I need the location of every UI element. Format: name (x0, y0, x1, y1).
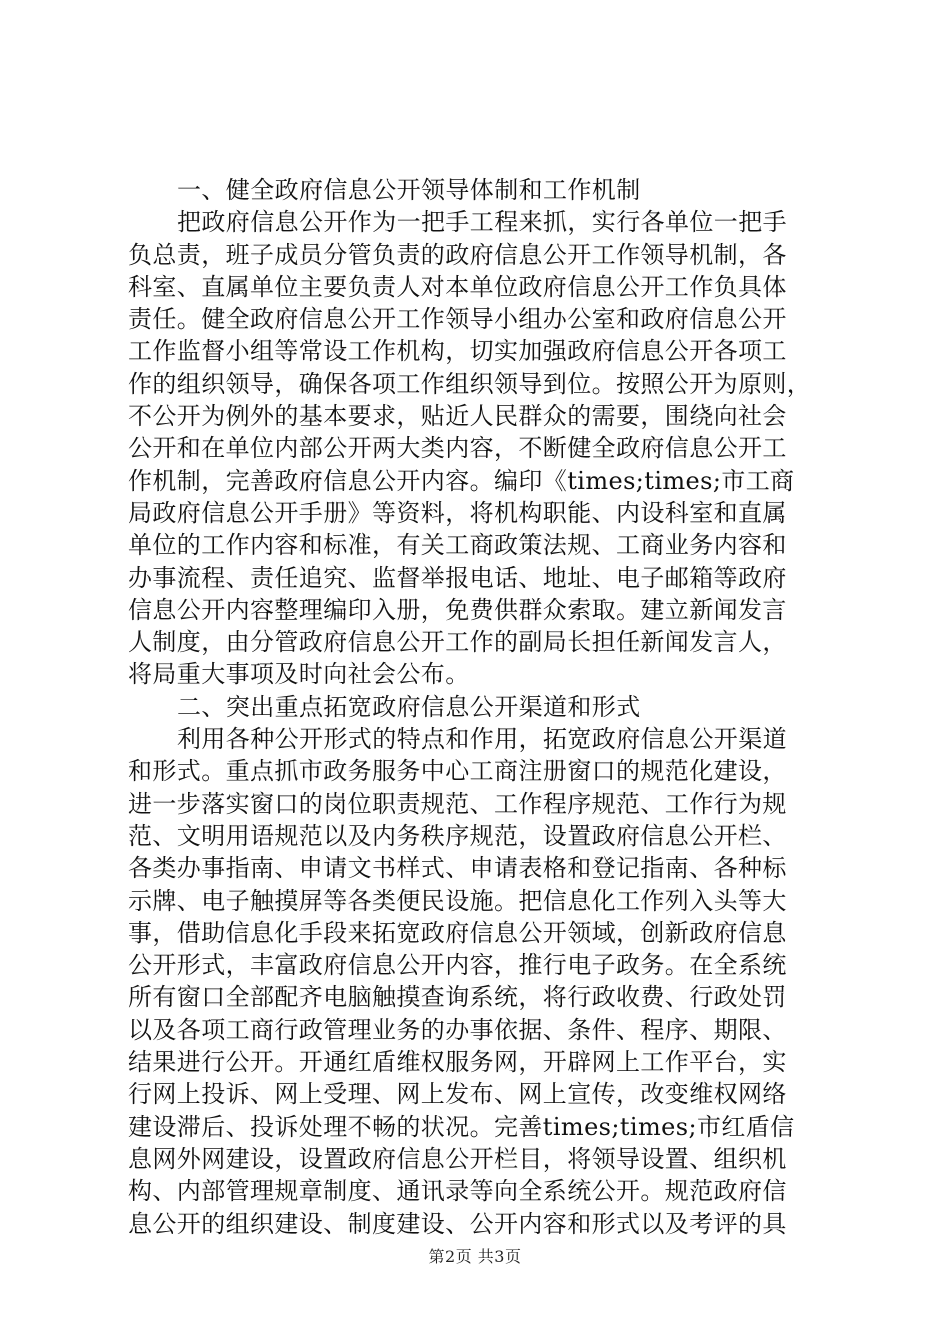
paragraph-line: 行网上投诉、网上受理、网上发布、网上宣传，改变维权网络 (128, 1080, 787, 1109)
paragraph-line: 信息公开内容整理编印入册，免费供群众索取。建立新闻发言 (128, 595, 787, 624)
paragraph-line: 单位的工作内容和标准，有关工商政策法规、工商业务内容和 (128, 531, 787, 560)
paragraph-line: 科室、直属单位主要负责人对本单位政府信息公开工作负具体 (128, 272, 787, 301)
paragraph-line: 进一步落实窗口的岗位职责规范、工作程序规范、工作行为规 (128, 789, 787, 818)
paragraph-line: 公开和在单位内部公开两大类内容，不断健全政府信息公开工 (128, 434, 787, 463)
paragraph-line: 息公开的组织建设、制度建设、公开内容和形式以及考评的具 (128, 1209, 787, 1238)
paragraph-line: 结果进行公开。开通红盾维权服务网，开辟网上工作平台，实 (128, 1048, 787, 1077)
paragraph-line: 负总责，班子成员分管负责的政府信息公开工作领导机制，各 (128, 240, 787, 269)
paragraph-line: 示牌、电子触摸屏等各类便民设施。把信息化工作列入头等大 (128, 886, 787, 915)
paragraph-line: 人制度，由分管政府信息公开工作的副局长担任新闻发言人， (128, 628, 787, 657)
paragraph-line: 所有窗口全部配齐电脑触摸查询系统，将行政收费、行政处罚 (128, 983, 787, 1012)
paragraph-line: 工作监督小组等常设工作机构，切实加强政府信息公开各项工 (128, 337, 787, 366)
paragraph-line: 作机制，完善政府信息公开内容。编印《times;times;市工商 (128, 466, 795, 495)
paragraph-line: 以及各项工商行政管理业务的办事依据、条件、程序、期限、 (128, 1015, 787, 1044)
paragraph-line: 范、文明用语规范以及内务秩序规范，设置政府信息公开栏、 (128, 821, 787, 850)
section-heading-2: 二、突出重点拓宽政府信息公开渠道和形式 (177, 692, 641, 721)
paragraph-line: 各类办事指南、申请文书样式、申请表格和登记指南、各种标 (128, 854, 787, 883)
paragraph-line: 公开形式，丰富政府信息公开内容，推行电子政务。在全系统 (128, 951, 787, 980)
paragraph-line: 息网外网建设，设置政府信息公开栏目，将领导设置、组织机 (128, 1144, 787, 1173)
paragraph-line: 和形式。重点抓市政务服务中心工商注册窗口的规范化建设， (128, 757, 787, 786)
document-body (128, 174, 828, 1240)
section-heading-1: 一、健全政府信息公开领导体制和工作机制 (177, 176, 641, 204)
paragraph-line: 不公开为例外的基本要求，贴近人民群众的需要，围绕向社会 (128, 402, 787, 431)
paragraph-line: 把政府信息公开作为一把手工程来抓，实行各单位一把手 (177, 208, 787, 237)
paragraph-line: 作的组织领导，确保各项工作组织领导到位。按照公开为原则， (128, 369, 812, 398)
paragraph-line: 建设滞后、投诉处理不畅的状况。完善times;times;市红盾信 (128, 1112, 795, 1141)
paragraph-line: 局政府信息公开手册》等资料，将机构职能、内设科室和直属 (128, 498, 787, 527)
paragraph-line: 利用各种公开形式的特点和作用，拓宽政府信息公开渠道 (177, 725, 787, 754)
paragraph-line: 责任。健全政府信息公开工作领导小组办公室和政府信息公开 (128, 305, 787, 334)
paragraph-line: 事，借助信息化手段来拓宽政府信息公开领域，创新政府信息 (128, 918, 787, 947)
paragraph-line: 构、内部管理规章制度、通讯录等向全系统公开。规范政府信 (128, 1177, 787, 1206)
paragraph-line: 办事流程、责任追究、监督举报电话、地址、电子邮箱等政府 (128, 563, 787, 592)
page-number-footer: 第2页 共3页 (428, 1247, 522, 1266)
paragraph-line: 将局重大事项及时向社会公布。 (128, 660, 470, 689)
